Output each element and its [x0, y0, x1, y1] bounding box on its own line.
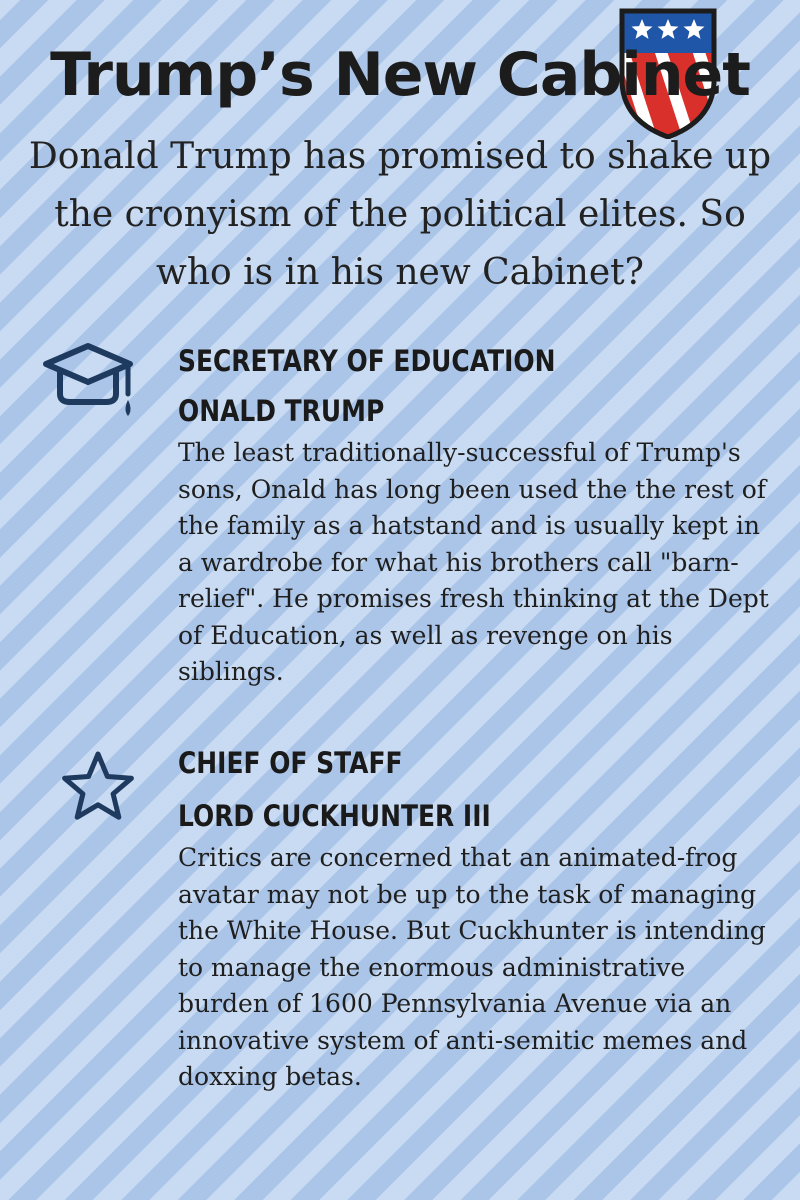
- entry-description-education: The least traditionally-successful of Trump's sons, Onald has long been used the the rest of the family as a hatstand and is usually kept in a wardrobe for what his brothers call "barn-relief". He promises fresh thinking at the Dept of Education, as well as revenge on his siblings.: [178, 438, 769, 686]
- entry-description-chief-of-staff: Critics are concerned that an animated-frog avatar may not be up to the task of managing the White House. But Cuckhunter is intending to manage the enormous administrative burden of 1600 Pennsylvania Avenue via an innovative system of anti-semitic memes and doxxing betas.: [178, 843, 766, 1091]
- graduation-cap-icon: [38, 340, 138, 430]
- entry-role-education: SECRETARY OF EDUCATION: [178, 344, 556, 378]
- page-title: Trump’s New Cabinet: [50, 40, 750, 110]
- star-icon: [58, 748, 138, 828]
- entry-name-cuckhunter: LORD CUCKHUNTER III: [178, 799, 491, 833]
- page-subtitle: Donald Trump has promised to shake up the cronyism of the political elites. So who is in his new Cabinet?: [28, 136, 772, 293]
- entry-name-onald: ONALD TRUMP: [178, 394, 385, 428]
- entry-role-chief-of-staff: CHIEF OF STAFF: [178, 746, 403, 780]
